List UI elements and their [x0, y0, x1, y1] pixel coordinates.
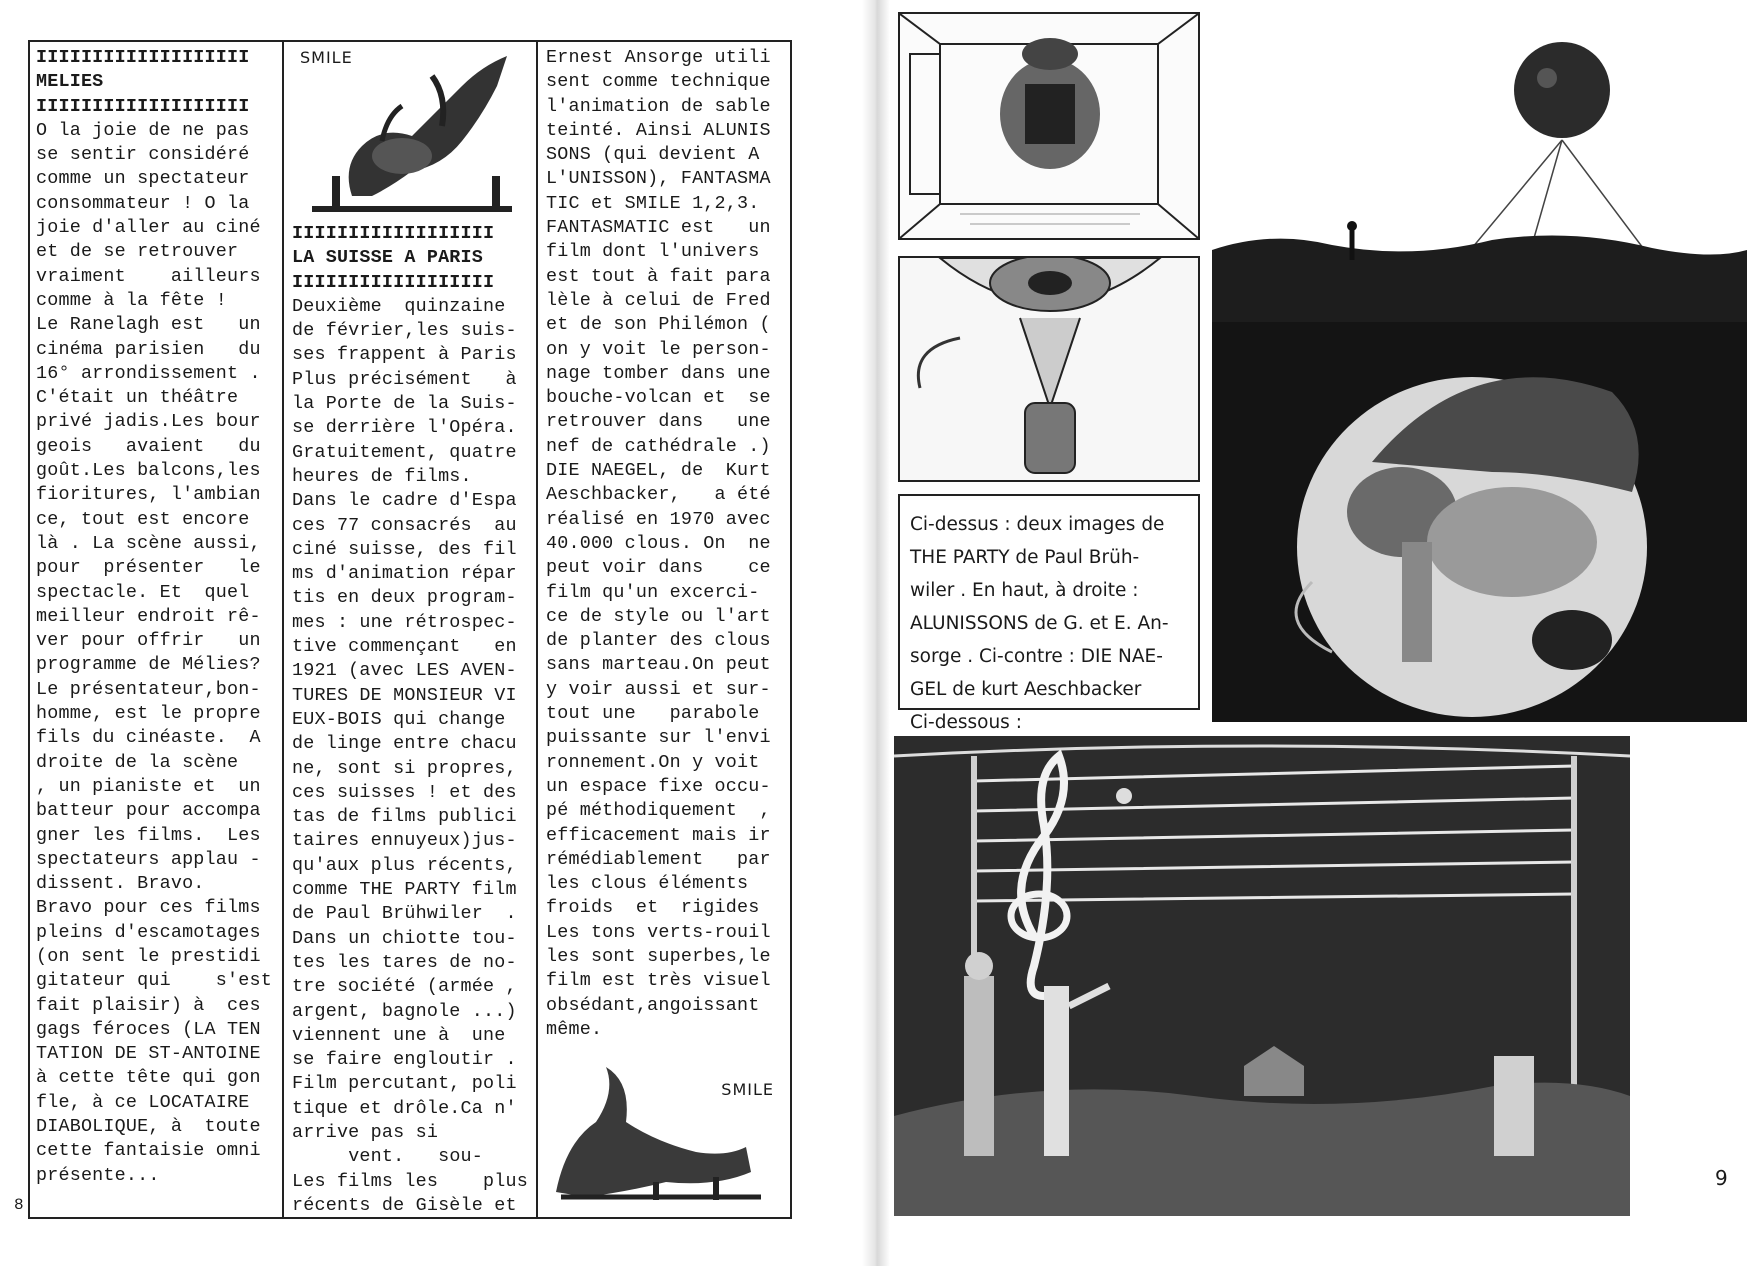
sketch-label-bottom: SMILE [721, 1080, 774, 1100]
sketch-label: SMILE [300, 48, 353, 67]
moon-sky-illustration-icon [1212, 0, 1747, 322]
alunissons-image [1212, 0, 1747, 322]
page-number-left: 8 [14, 1196, 24, 1214]
article-suisse-continued: Ernest Ansorge utili sent comme technique l'animation de sable teinté. Ainsi ALUNIS SONS (qui devient A L'UNISSON), FANTASMA TIC et SMILE 1,2,3. FANTASMATIC est un film dont l'univers est tout à fait para lèle à celui de Fred et de son Philémon ( on y voit le person- nage tomber dans une bouche-volcan et se retrouver dans une nef de cathédrale .) DIE NAEGEL, de Kurt Aeschbacker, a été réalisé en 1970 avec 40.000 clous. On ne peut voir dans ce film qu'un excerci- ce de style ou l'art de planter des clous sans marteau.On peut y voir aussi et sur- tout une parabole puissante sur l'envi ronnement.On y voit un espace fixe occu- pé méthodiquement , efficacement mais ir rémédiablement par les clous éléments froids et rigides Les tons verts-rouil les sont superbes,le film est très visuel obsédant,angoissant même. [546, 47, 771, 1040]
smile-sketch-top [292, 46, 530, 216]
heading-rule-top: IIIIIIIIIIIIIIIIIII [36, 47, 250, 68]
article-suisse-body: Deuxième quinzaine de février,les suis- ses frappent à Paris Plus précisément à la Porte de la Suis- se derrière l'Opéra. Gratuitement, quatre heures de films. Dans le cadre d'Espa ces 77 consacrés au ciné suisse, des fil ms d'animation répar tis en deux program- mes : une rétrospec- tive commençant en 1921 (avec LES AVEN- TURES DE MONSIEUR VI EUX-BOIS qui change de linge entre chacu ne, sont si propres, ces suisses ! et des tas de films publici taires ennuyeux)jus- qu'aux plus récents, comme THE PARTY film de Paul Brühwiler . Dans un chiotte tou- tes les tares de no- tre société (armée , argent, bagnole ...) viennent une à une se faire engloutir . Film percutant, poli tique et drôle.Ca n' arrive pas si vent. sou- Les films les plus récents de Gisèle et [292, 295, 528, 1216]
smile-drawing-bottom-icon [546, 1052, 782, 1202]
heading-rule-bottom-2: IIIIIIIIIIIIIIIIII [292, 271, 495, 293]
column-1 [30, 42, 284, 1217]
room-illustration-icon [900, 14, 1198, 238]
left-page-text-frame [28, 40, 792, 1219]
smile-sketch-bottom [546, 1052, 784, 1202]
column-2 [286, 42, 538, 1217]
column-3 [540, 42, 790, 1217]
smile-drawing-icon [292, 46, 530, 216]
image-caption [898, 494, 1200, 733]
article-melies-body: O la joie de ne pas se sentir considéré comme un spectateur consommateur ! O la joie d'aller au ciné et de se retrouver vraiment ailleurs comme à la fête ! Le Ranelagh est un cinéma parisien du 16° arrondissement . C'était un théâtre privé jadis.Les bour geois avaient du goût.Les balcons,les fioritures, l'ambian ce, tout est encore là . La scène aussi, pour présenter le spectacle. Et quel meilleur endroit rê- ver pour offrir un programme de Mélies? Le présentateur,bon- homme, est le propre fils du cinéaste. A droite de la scène , un pianiste et un batteur pour accompa gner les films. Les spectateurs applau - dissent. Bravo. Bravo pour ces films pleins d'escamotages (on sent le prestidi gitateur qui s'est fait plaisir) à ces gags féroces (LA TEN TATION DE ST-ANTOINE à cette tête qui gon fle, à ce LOCATAIRE DIABOLIQUE, à toute cette fantaisie omni présente... [36, 119, 272, 1186]
page-gutter [862, 0, 890, 1266]
heading-melies: MELIES [36, 71, 104, 93]
lemeliesomane-image [894, 736, 1630, 1216]
nails-sculpture-illustration-icon [1212, 322, 1747, 722]
die-naegel-image [1212, 322, 1747, 722]
the-party-image-eye [898, 256, 1200, 482]
page-number-right: 9 [1715, 1166, 1728, 1190]
heading-rule-bottom: IIIIIIIIIIIIIIIIIII [36, 95, 250, 117]
heading-rule-top-2: IIIIIIIIIIIIIIIIII [292, 223, 495, 244]
music-staff-stage-illustration-icon [894, 736, 1630, 1216]
caption-text: Ci-dessus : deux images de THE PARTY de Paul Brüh- wiler . En haut, à droite : ALUNISSONS de G. et E. An- sorge . Ci-contre : DIE NAE- GEL de kurt Aeschbacker Ci-dessous : [910, 514, 1169, 733]
heading-suisse-a-paris: LA SUISSE A PARIS [292, 247, 484, 269]
eye-illustration-icon [900, 258, 1198, 480]
the-party-image-room [898, 12, 1200, 240]
